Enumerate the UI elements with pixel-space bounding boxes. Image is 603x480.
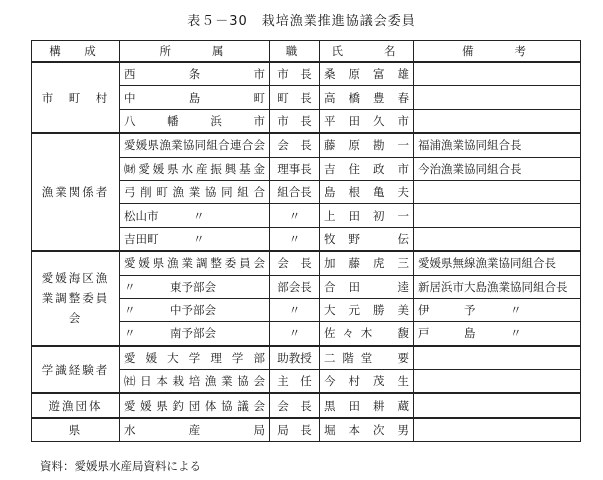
table-row: [32, 418, 581, 442]
remarks-cell: [414, 346, 581, 370]
position-cell: 市 長: [270, 62, 320, 86]
remarks-cell: [414, 393, 581, 417]
header-group: 構 成: [32, 41, 120, 63]
position-cell: 会 長: [270, 251, 320, 275]
name-cell: 二階堂 要: [320, 346, 414, 370]
affiliation-cell: 〃 南予部会: [120, 322, 270, 346]
remarks-cell: [414, 204, 581, 227]
name-cell: 平田久市: [320, 109, 414, 133]
position-cell: 助教授: [270, 346, 320, 370]
table-row: [32, 133, 581, 157]
affiliation-cell: 〃 中予部会: [120, 298, 270, 321]
affiliation-cell: 愛媛大学理学部: [120, 346, 270, 370]
name-cell: 上田初一: [320, 204, 414, 227]
name-cell: 今村茂生: [320, 370, 414, 394]
position-cell: 〃: [270, 298, 320, 321]
affiliation-cell: ㈶愛媛県水産振興基金: [120, 157, 270, 180]
group-label: 県: [32, 418, 120, 442]
header-position: 職: [270, 41, 320, 63]
table-title: 表５－30 栽培漁業推進協議会委員: [187, 14, 416, 29]
name-cell: 島根亀夫: [320, 180, 414, 203]
position-cell: 部会長: [270, 275, 320, 298]
remarks-cell: 今治漁業協同組合長: [414, 157, 581, 180]
group-recreational-fishing: [32, 393, 581, 417]
table-row: [32, 251, 581, 275]
name-cell: 吉住政市: [320, 157, 414, 180]
remarks-cell: [414, 62, 581, 86]
group-prefecture: [32, 418, 581, 442]
affiliation-cell: 西 条 市: [120, 62, 270, 86]
affiliation-cell: 愛媛県漁業協同組合連合会: [120, 133, 270, 157]
name-cell: 牧野 伝: [320, 227, 414, 251]
group-label: 愛媛海区漁業調整委員会: [32, 251, 120, 346]
name-cell: 桑原富雄: [320, 62, 414, 86]
group-label: 遊漁団体: [32, 393, 120, 417]
position-cell: 〃: [270, 227, 320, 251]
position-cell: 局 長: [270, 418, 320, 442]
table-row: [32, 346, 581, 370]
position-cell: 会 長: [270, 393, 320, 417]
name-cell: 黒田耕蔵: [320, 393, 414, 417]
position-cell: 理事長: [270, 157, 320, 180]
group-academics: [32, 346, 581, 394]
council-members-table: [31, 40, 581, 442]
position-cell: 市 長: [270, 109, 320, 133]
affiliation-cell: 〃 東予部会: [120, 275, 270, 298]
position-cell: 組合長: [270, 180, 320, 203]
affiliation-cell: 愛媛県漁業調整委員会: [120, 251, 270, 275]
group-label: 市 町 村: [32, 62, 120, 133]
remarks-cell: [414, 370, 581, 394]
remarks-cell: [414, 86, 581, 109]
source-note: 資料：愛媛県水産局資料による: [40, 459, 201, 473]
remarks-cell: 伊 予 〃: [414, 298, 581, 321]
table-row: [32, 393, 581, 417]
position-cell: 町 長: [270, 86, 320, 109]
remarks-cell: 福浦漁業協同組合長: [414, 133, 581, 157]
affiliation-cell: 弓削町漁業協同組合: [120, 180, 270, 203]
remarks-cell: [414, 418, 581, 442]
remarks-cell: 愛媛県無線漁業協同組合長: [414, 251, 581, 275]
affiliation-cell: 水 産 局: [120, 418, 270, 442]
position-cell: 会 長: [270, 133, 320, 157]
remarks-cell: 戸 島 〃: [414, 322, 581, 346]
name-cell: 堀本次男: [320, 418, 414, 442]
name-cell: 藤原勘一: [320, 133, 414, 157]
affiliation-cell: 吉田町 〃: [120, 227, 270, 251]
header-affiliation: 所 属: [120, 41, 270, 63]
position-cell: 主 任: [270, 370, 320, 394]
table-row: [32, 62, 581, 86]
group-label: 漁業関係者: [32, 133, 120, 251]
group-label: 学識経験者: [32, 346, 120, 394]
name-cell: 大元勝美: [320, 298, 414, 321]
name-cell: 合田 逵: [320, 275, 414, 298]
group-fishery: [32, 133, 581, 251]
affiliation-cell: ㈳日本栽培漁業協会: [120, 370, 270, 394]
remarks-cell: [414, 180, 581, 203]
header-row: [32, 41, 581, 63]
affiliation-cell: 中 島 町: [120, 86, 270, 109]
position-cell: 〃: [270, 322, 320, 346]
position-cell: 〃: [270, 204, 320, 227]
remarks-cell: [414, 109, 581, 133]
affiliation-cell: 愛媛県釣団体協議会: [120, 393, 270, 417]
remarks-cell: [414, 227, 581, 251]
name-cell: 佐々木 馥: [320, 322, 414, 346]
group-municipalities: [32, 62, 581, 133]
group-adjustment-committee: [32, 251, 581, 346]
name-cell: 加藤虎三: [320, 251, 414, 275]
affiliation-cell: 松山市 〃: [120, 204, 270, 227]
remarks-cell: 新居浜市大島漁業協同組合長: [414, 275, 581, 298]
header-remarks: 備 考: [414, 41, 581, 63]
affiliation-cell: 八幡浜市: [120, 109, 270, 133]
name-cell: 高橋豊春: [320, 86, 414, 109]
header-name: 氏 名: [320, 41, 414, 63]
